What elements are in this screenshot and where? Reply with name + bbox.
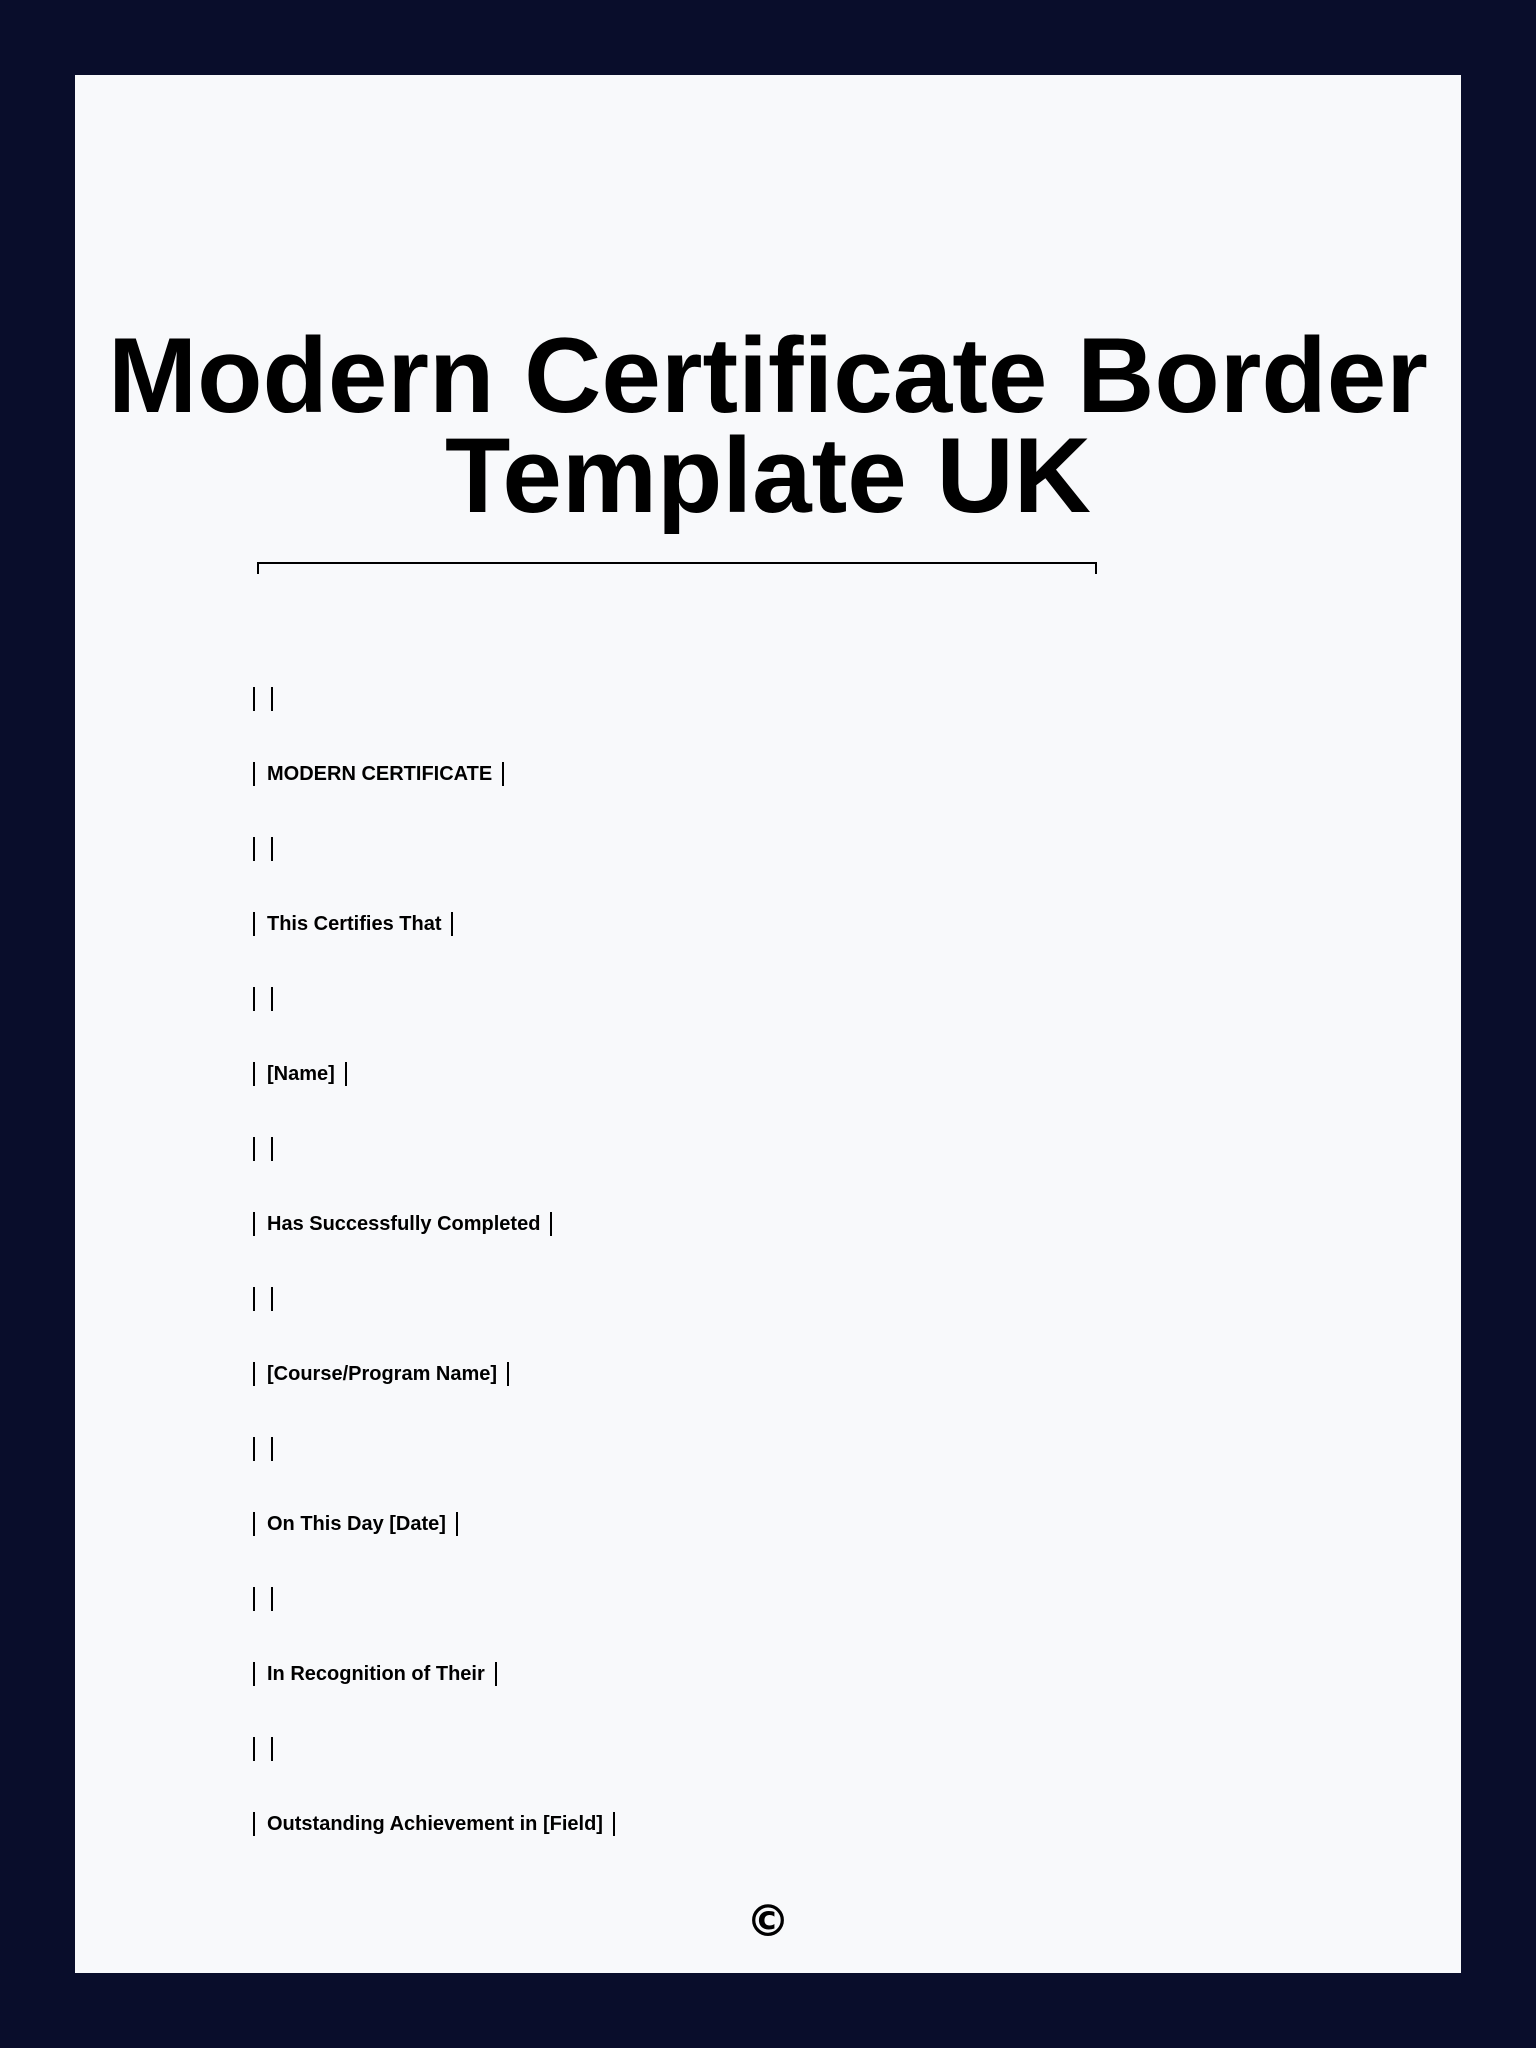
border-bar-right xyxy=(495,1662,497,1686)
border-bar-left xyxy=(253,1437,255,1461)
certificate-line-heading xyxy=(253,762,1353,837)
border-bar-left xyxy=(253,1812,255,1836)
achievement-text: Outstanding Achievement in [Field] xyxy=(267,1813,603,1835)
border-bar-left xyxy=(253,1362,255,1386)
certificate-line-course xyxy=(253,1362,1353,1437)
certificate-page xyxy=(75,75,1461,1973)
copyright-icon: © xyxy=(746,1896,790,1947)
border-bar-right xyxy=(271,1137,273,1161)
page-title-line-2: Template UK xyxy=(444,415,1092,535)
blank-border-line xyxy=(253,1587,1353,1662)
border-bar-right xyxy=(271,1437,273,1461)
border-bar-right xyxy=(271,1587,273,1611)
border-bar-left xyxy=(253,987,255,1011)
border-bar-right xyxy=(271,687,273,711)
border-bar-left xyxy=(253,1512,255,1536)
border-bar-left xyxy=(253,1662,255,1686)
recognition-text: In Recognition of Their xyxy=(267,1663,485,1685)
border-bar-left xyxy=(253,837,255,861)
border-bar-right xyxy=(271,837,273,861)
blank-border-line xyxy=(253,1137,1353,1212)
certificate-line-achievement xyxy=(253,1812,1353,1887)
blank-border-line xyxy=(253,1437,1353,1512)
border-bar-right xyxy=(345,1062,347,1086)
border-bar-left xyxy=(253,1062,255,1086)
border-bar-left xyxy=(253,912,255,936)
certificate-line-date xyxy=(253,1512,1353,1587)
border-bar-right xyxy=(451,912,453,936)
border-bar-left xyxy=(253,1587,255,1611)
completed-text: Has Successfully Completed xyxy=(267,1213,541,1235)
blank-border-line xyxy=(253,687,1353,762)
border-bar-left xyxy=(253,1287,255,1311)
border-bar-right xyxy=(271,1287,273,1311)
certificate-heading: MODERN CERTIFICATE xyxy=(267,763,493,785)
date-placeholder: On This Day [Date] xyxy=(267,1513,446,1535)
border-bar-right xyxy=(507,1362,509,1386)
certificate-text-block xyxy=(253,687,1353,1887)
border-bar-right xyxy=(456,1512,458,1536)
page-title xyxy=(75,315,1461,535)
certificate-line-completed xyxy=(253,1212,1353,1287)
border-bar-left xyxy=(253,1137,255,1161)
blank-border-line xyxy=(253,1737,1353,1812)
certifies-text: This Certifies That xyxy=(267,913,442,935)
certificate-line-name xyxy=(253,1062,1353,1137)
border-bar-right xyxy=(613,1812,615,1836)
border-bar-right xyxy=(271,1737,273,1761)
border-bar-right xyxy=(550,1212,552,1236)
blank-border-line xyxy=(253,987,1353,1062)
page-title-line-1: Modern Certificate Border xyxy=(108,315,1428,435)
certificate-line-recognition xyxy=(253,1662,1353,1737)
certificate-top-border xyxy=(257,562,1097,574)
recipient-name-placeholder: [Name] xyxy=(267,1063,335,1085)
blank-border-line xyxy=(253,1287,1353,1362)
border-bar-left xyxy=(253,762,255,786)
certificate-line-certifies xyxy=(253,912,1353,987)
border-bar-left xyxy=(253,1212,255,1236)
course-name-placeholder: [Course/Program Name] xyxy=(267,1363,498,1385)
blank-border-line xyxy=(253,837,1353,912)
border-bar-left xyxy=(253,1737,255,1761)
border-bar-right xyxy=(502,762,504,786)
border-bar-right xyxy=(271,987,273,1011)
border-bar-left xyxy=(253,687,255,711)
